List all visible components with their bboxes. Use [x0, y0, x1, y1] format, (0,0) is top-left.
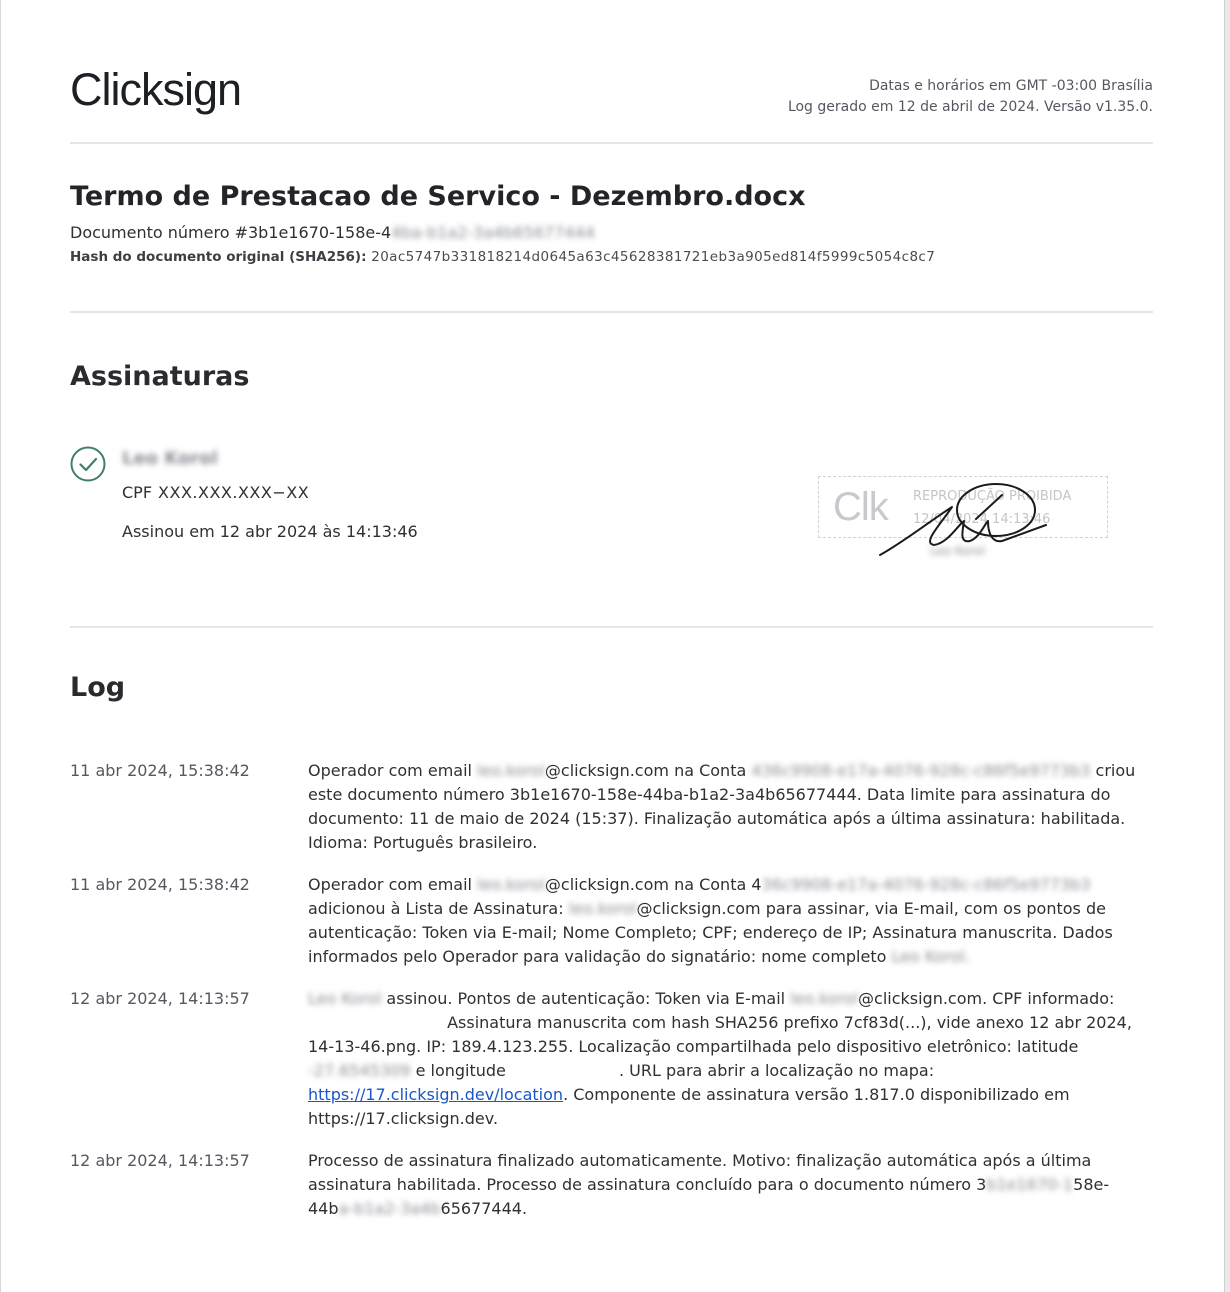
redacted-text: leo.korol — [477, 761, 545, 780]
redacted-text: Leo Korol. — [891, 947, 970, 966]
log-title: Log — [70, 672, 126, 703]
hash-label: Hash do documento original (SHA256): — [70, 249, 367, 265]
header-meta — [788, 76, 1153, 118]
redacted-text: b1e1670-1 — [986, 1175, 1074, 1194]
log-entry — [70, 873, 1153, 969]
page-edge-right — [1224, 0, 1230, 1292]
document-hash — [70, 249, 1153, 265]
document-title: Termo de Prestacao de Servico - Dezembro.docx — [70, 181, 806, 212]
stamp-signer-name: Leo Korol — [930, 544, 985, 558]
log-entry — [70, 759, 1153, 855]
redacted-text: 436c9908-e17a-4076-928c-c86f5e9773b3 — [751, 761, 1091, 780]
redacted-text: leo.korol — [790, 989, 859, 1008]
log-message: Operador com email leo.korol@clicksign.com na Conta 436c9908-e17a-4076-928c-c86f5e9773b3 adicionou à Lista de Assinatura: leo.korol@clicksign.com para assinar, via E-mail, com os pontos de autenticação: Token via E-mail; Nome Completo; CPF; endereço de IP; Assinatura manuscrita. Dados informados pelo Operador para validação do signatário: nome completo Leo Korol. — [308, 875, 1113, 966]
audit-log-page — [70, 0, 1153, 1239]
document-info — [70, 144, 1153, 311]
redacted-text: -27.6545309 — [308, 1061, 411, 1080]
stamp-timestamp: 12/04/2024 14:13:46 — [913, 512, 1051, 527]
signed-at: Assinou em 12 abr 2024 às 14:13:46 — [122, 522, 418, 541]
log-timestamp: 11 abr 2024, 15:38:42 — [70, 875, 250, 894]
document-number-label: Documento número #3b1e1670-158e-4 — [70, 223, 392, 242]
redacted-text: leo.korol — [568, 899, 637, 918]
page-edge-left — [0, 0, 1, 1292]
log-timestamp: 12 abr 2024, 14:13:57 — [70, 1151, 250, 1170]
log-message: Processo de assinatura finalizado automaticamente. Motivo: finalização automática após a última assinatura habilitada. Processo de assinatura concluído para o documento número 3b1e1670-158e-44ba-b1a2-3a4b65677444. — [308, 1151, 1110, 1218]
redacted-text: leo.korol — [477, 875, 545, 894]
header — [70, 0, 1153, 142]
stamp-notice: REPRODUÇÃO PROIBIDA — [913, 489, 1072, 504]
log-generated-note: Log gerado em 12 de abril de 2024. Versão v1.35.0. — [787, 99, 1153, 115]
cpf-value: XXX.XXX.XXX−XX — [158, 483, 310, 502]
log-section — [70, 628, 1153, 1221]
signatures-title: Assinaturas — [70, 361, 250, 392]
log-message: Leo Korol assinou. Pontos de autenticação: Token via E-mail leo.korol@clicksign.com. CPF informado: Assinatura manuscrita com hash SHA256 prefixo 7cf83d(...), vide anexo 12 abr 2024, 14-13-46.png. IP: 189.4.123.255. Localização compartilhada pelo dispositivo eletrônico: latitude -27.6545309 e longitude . URL para abrir a localização no mapa: https://17.clicksign.dev/location. Componente de assinatura versão 1.817.0 disponibilizado em https://17.clicksign.dev. — [308, 989, 1132, 1128]
timezone-note: Datas e horários em GMT -03:00 Brasília — [869, 78, 1153, 94]
stamp-logo: Clk — [833, 485, 888, 529]
log-message: Operador com email leo.korol@clicksign.com na Conta 436c9908-e17a-4076-928c-c86f5e9773b3 criou este documento número 3b1e1670-158e-44ba-b1a2-3a4b65677444. Data limite para assinatura do documento: 11 de maio de 2024 (15:37). Finalização automática após a última assinatura: habilitada. Idioma: Português brasileiro. — [308, 761, 1136, 852]
redacted-text: 4ba-b1a2-3a4b65677444 — [391, 223, 595, 242]
location-link[interactable]: https://17.clicksign.dev/location — [308, 1085, 564, 1104]
signer-name: Leo Korol — [122, 448, 218, 469]
redacted-text: Leo Korol — [308, 989, 382, 1008]
check-circle-icon — [70, 446, 106, 482]
log-timestamp: 11 abr 2024, 15:38:42 — [70, 761, 250, 780]
document-number — [70, 223, 1153, 242]
redacted-text: a-b1a2-3a4b — [338, 1199, 441, 1218]
log-entry — [70, 987, 1153, 1131]
hash-value: 20ac5747b331818214d0645a63c45628381721eb3a905ed814f5999c5054c8c7 — [371, 249, 936, 265]
redacted-text: 36c9908-e17a-4076-928c-c86f5e9773b3 — [761, 875, 1091, 894]
signer-cpf — [122, 483, 309, 502]
clicksign-logo: Clicksign — [70, 64, 242, 115]
signatures-section — [70, 313, 1153, 626]
cpf-label: CPF — [122, 483, 153, 502]
log-timestamp: 12 abr 2024, 14:13:57 — [70, 989, 250, 1008]
log-entry — [70, 1149, 1153, 1221]
